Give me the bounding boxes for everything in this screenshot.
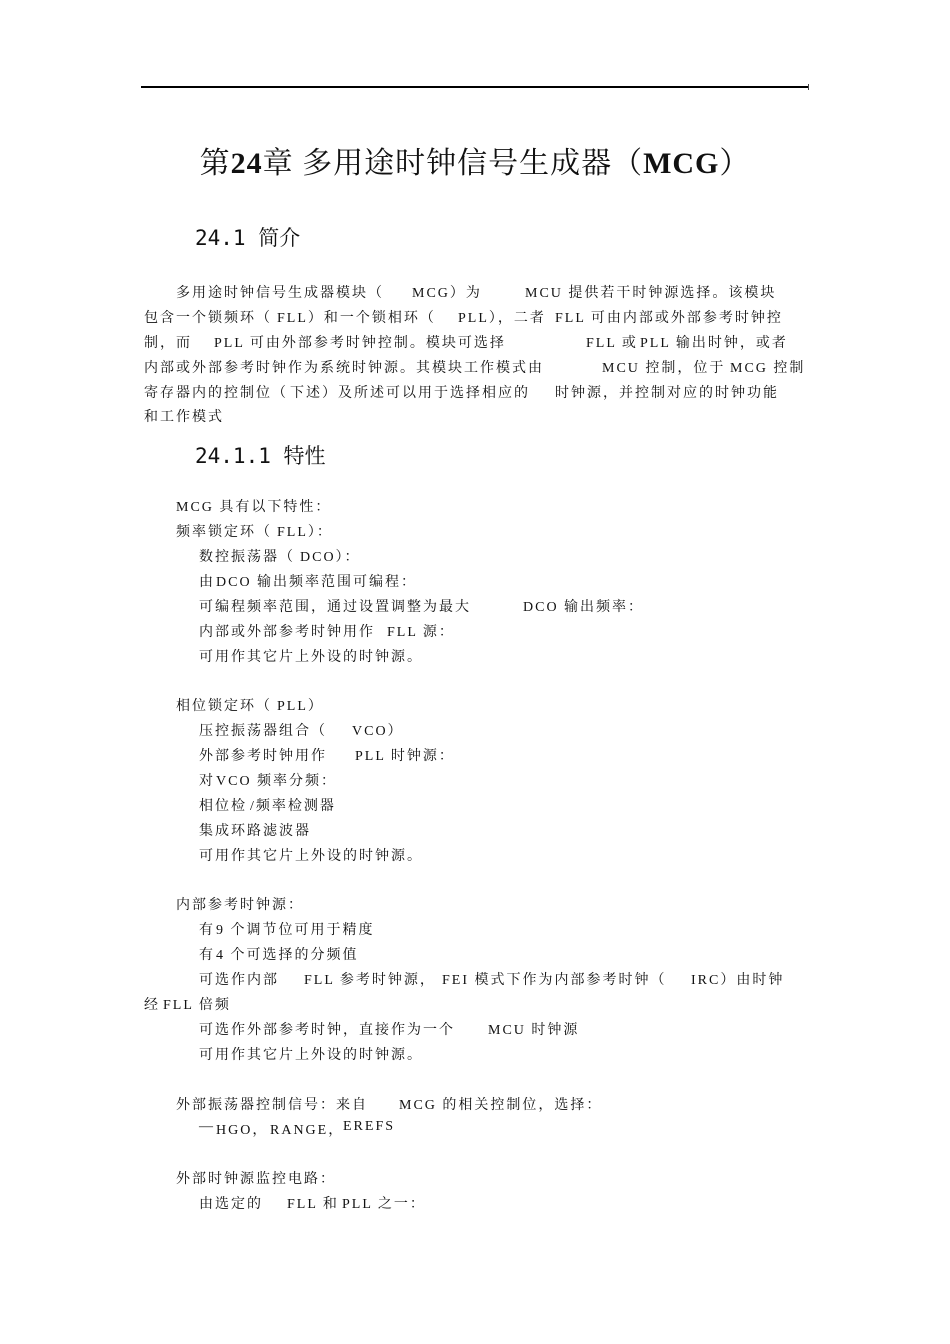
list-item: — [199, 1119, 215, 1134]
text-line: MCU 控制，位于 [602, 361, 726, 376]
list-item: PLL 之一： [342, 1197, 426, 1212]
chapter-title [0, 138, 950, 182]
list-item: EREFS [343, 1119, 396, 1134]
text-line: 时钟源，并控制对应的时钟功能 [555, 386, 779, 401]
list-item: 外部振荡器控制信号：来自 [176, 1098, 368, 1113]
list-item: 内部或外部参考时钟用作 [199, 625, 375, 640]
text-line: FLL 可由内部或外部参考时钟控 [555, 311, 783, 326]
text-line: MCG 控制 [730, 361, 806, 376]
list-item: 对 [199, 774, 215, 789]
list-item: MCU 时钟源 [488, 1023, 580, 1038]
text-line: 下述）及所述可以用于选择相应的 [290, 386, 530, 401]
list-item: 相位检 [199, 799, 247, 814]
list-item: 相位锁定环（ [176, 699, 272, 714]
chapter-prefix: 第 [199, 147, 231, 180]
list-item: 可编程频率范围，通过设置调整为最大 [199, 600, 471, 615]
text-line: 多用途时钟信号生成器模块（ [176, 286, 384, 301]
list-item: 由 [199, 575, 215, 590]
header-rule-tick [808, 84, 809, 90]
list-item: 可用作其它片上外设的时钟源。 [199, 650, 423, 665]
text-line: 寄存器内的控制位（ [144, 386, 288, 401]
list-item: 可选作内部 [199, 973, 279, 988]
list-item: DCO 输出频率： [523, 600, 645, 615]
text-line: 包含一个锁频环（ [144, 311, 272, 326]
section-heading-intro: 24.1 简介 [195, 226, 301, 250]
list-item: FEI 模式下作为内部参考时钟（ [442, 973, 667, 988]
text-line: PLL 输出时钟，或者 [640, 336, 788, 351]
list-item: PLL） [277, 699, 324, 714]
list-item: 外部时钟源监控电路： [176, 1172, 336, 1187]
list-item: DCO 输出频率范围可编程： [216, 575, 418, 590]
list-item: 经 [144, 998, 160, 1013]
header-rule [141, 86, 809, 88]
list-item: FLL 倍频 [163, 998, 231, 1013]
text-line: PLL），二者 [458, 311, 546, 326]
list-item: 有 [199, 923, 215, 938]
list-item: MCG 的相关控制位，选择： [399, 1098, 603, 1113]
list-item: 9 个调节位可用于精度 [216, 923, 375, 938]
list-item: 由选定的 [199, 1197, 263, 1212]
list-item: FLL 参考时钟源， [304, 973, 436, 988]
list-item: /频率检测器 [250, 799, 336, 814]
list-item: 外部参考时钟用作 [199, 749, 327, 764]
list-item: 数控振荡器（ [199, 550, 295, 565]
list-item: 集成环路滤波器 [199, 824, 311, 839]
list-item: 可选作外部参考时钟，直接作为一个 [199, 1023, 455, 1038]
text-line: PLL 可由外部参考时钟控制。模块可选择 [214, 336, 506, 351]
text-line: FLL 或 [586, 336, 638, 351]
text-line: FLL）和一个锁相环（ [277, 311, 436, 326]
list-item: RANGE， [270, 1123, 345, 1138]
text-line: MCG）为 [412, 286, 482, 301]
list-item: PLL 时钟源： [355, 749, 455, 764]
chapter-name: 章 多用途时钟信号生成器（ [262, 147, 644, 180]
list-item: 可用作其它片上外设的时钟源。 [199, 849, 423, 864]
section-heading-features: 24.1.1 特性 [195, 444, 326, 468]
text-line: 和工作模式 [144, 410, 224, 425]
list-item: 有 [199, 948, 215, 963]
text-line: MCG 具有以下特性： [176, 500, 332, 515]
chapter-close: ） [719, 147, 751, 180]
text-line: 制，而 [144, 336, 192, 351]
list-item: IRC）由时钟 [691, 973, 785, 988]
list-item: FLL）： [277, 525, 333, 540]
list-item: 频率锁定环（ [176, 525, 272, 540]
text-line: MCU 提供若干时钟源选择。该模块 [525, 286, 777, 301]
list-item: 可用作其它片上外设的时钟源。 [199, 1048, 423, 1063]
chapter-number: 24 [230, 147, 263, 180]
list-item: VCO） [352, 724, 404, 739]
list-item: VCO 频率分频： [216, 774, 338, 789]
list-item: FLL 源： [387, 625, 455, 640]
list-item: 内部参考时钟源： [176, 898, 304, 913]
chapter-code: MCG [643, 147, 720, 180]
list-item: 4 个可选择的分频值 [216, 948, 359, 963]
list-item: FLL 和 [287, 1197, 339, 1212]
list-item: HGO， [216, 1123, 269, 1138]
list-item: 压控振荡器组合（ [199, 724, 327, 739]
list-item: DCO）： [300, 550, 361, 565]
text-line: 内部或外部参考时钟作为系统时钟源。其模块工作模式由 [144, 361, 544, 376]
